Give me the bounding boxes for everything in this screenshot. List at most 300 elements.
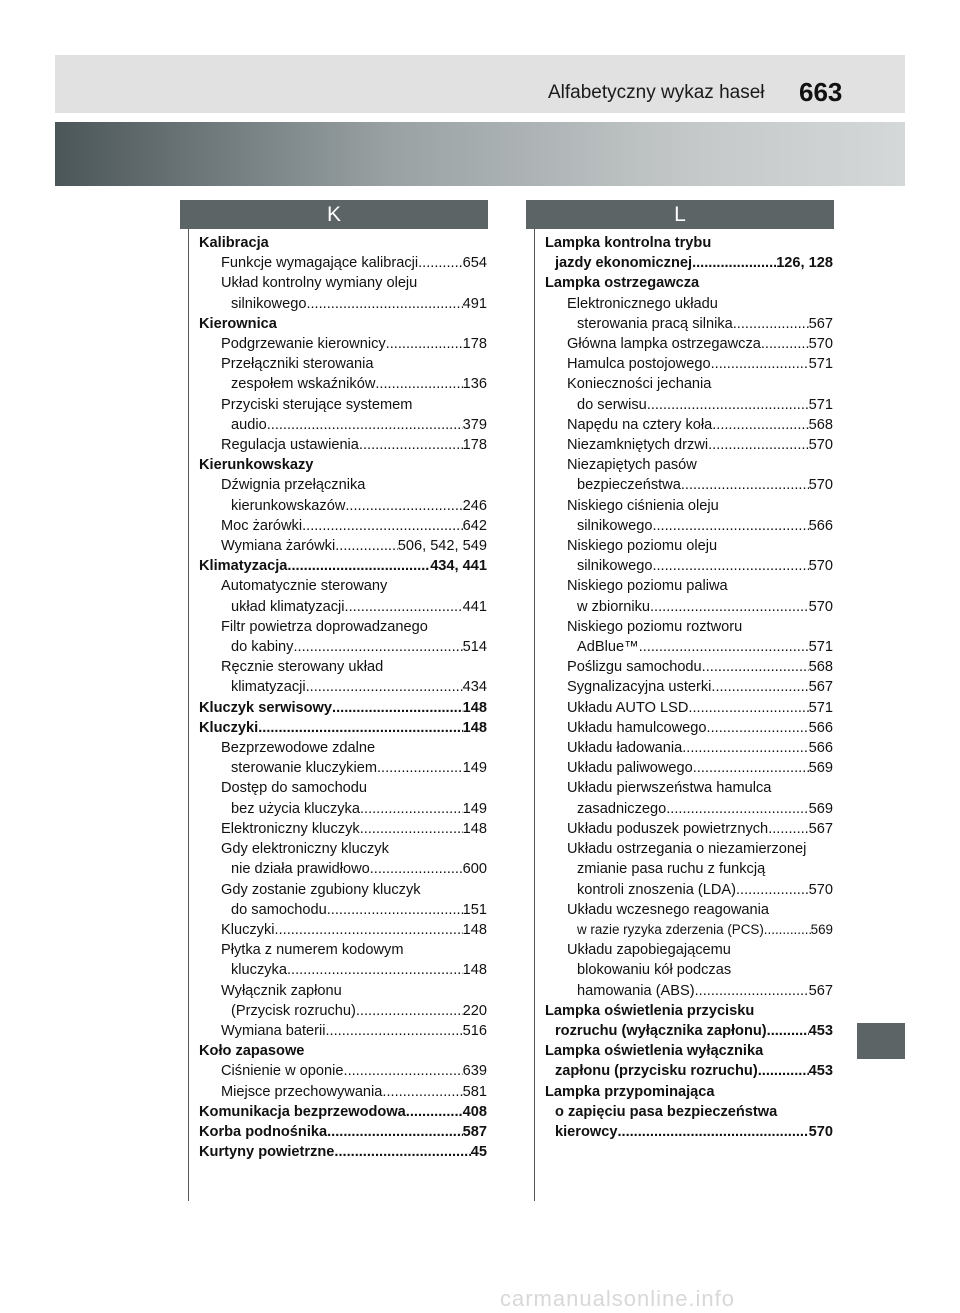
dot-leader: [344, 1061, 463, 1081]
entry-page-number: 566: [808, 719, 833, 736]
entry-text: silnikowego: [231, 295, 307, 312]
index-entry: [545, 334, 833, 354]
index-entry: [545, 920, 833, 940]
index-entry: [545, 1021, 833, 1041]
entry-text: Filtr powietrza doprowadzanego: [221, 618, 428, 635]
entry-text: Kluczyki: [221, 921, 275, 938]
index-entry: [199, 819, 487, 839]
entry-page-number: 600: [462, 861, 487, 878]
entry-text: zasadniczego: [577, 800, 667, 817]
entry-page-number: 506, 542, 549: [397, 538, 487, 555]
index-entry: [545, 1001, 833, 1021]
entry-text: Kalibracja: [199, 235, 269, 251]
entry-text: Kierownica: [199, 315, 277, 332]
index-entry: [545, 677, 833, 697]
entry-page-number: 148: [462, 820, 487, 837]
entry-page-number: 408: [462, 1103, 487, 1120]
entry-text: Przełączniki sterowania: [221, 356, 374, 373]
entry-text: Układu poduszek powietrznych: [567, 820, 769, 837]
entry-text: Wymiana żarówki: [221, 538, 336, 555]
dot-leader: [768, 819, 808, 839]
index-entry: [199, 738, 487, 758]
dot-leader: [702, 657, 809, 677]
entry-text: kluczyka: [231, 962, 287, 979]
entry-page-number: 567: [808, 315, 833, 332]
index-entry: [545, 273, 833, 293]
column-rule-left: [188, 229, 189, 1201]
index-entry: [199, 1021, 487, 1041]
entry-text: w zbiorniku: [577, 598, 650, 615]
index-entry: [545, 455, 833, 475]
entry-text: Niezamkniętych drzwi: [567, 437, 709, 454]
entry-page-number: 567: [808, 679, 833, 696]
dot-leader: [360, 799, 463, 819]
dot-leader: [682, 738, 808, 758]
entry-page-number: 136: [462, 376, 487, 393]
dot-leader: [712, 415, 808, 435]
entry-text: Niskiego poziomu roztworu: [567, 618, 743, 635]
index-entry: [545, 698, 833, 718]
entry-page-number: 567: [808, 820, 833, 837]
entry-page-number: 514: [462, 639, 487, 656]
entry-text: Hamulca postojowego: [567, 356, 711, 373]
dot-leader: [332, 698, 463, 718]
entry-page-number: 570: [808, 336, 833, 353]
entry-text: Lampka ostrzegawcza: [545, 275, 700, 292]
entry-page-number: 178: [462, 437, 487, 454]
index-entry: [199, 778, 487, 798]
index-entry: [545, 940, 833, 960]
index-entry: [545, 778, 833, 798]
index-entry: [545, 415, 833, 435]
dot-leader: [692, 253, 776, 273]
entry-page-number: 570: [808, 598, 833, 615]
index-entry: [199, 799, 487, 819]
entry-page-number: 568: [808, 659, 833, 676]
index-entry: [199, 1041, 487, 1061]
dot-leader: [688, 698, 808, 718]
entry-page-number: 491: [462, 295, 487, 312]
entry-text: układ klimatyzacji: [231, 598, 345, 615]
entry-page-number: 581: [462, 1083, 487, 1100]
index-entry: [199, 556, 487, 576]
entry-text: Automatycznie sterowany: [221, 578, 388, 595]
entry-text: silnikowego: [577, 558, 653, 575]
index-entry: [199, 1122, 487, 1142]
index-entry: [199, 1102, 487, 1122]
index-entry: [545, 1082, 833, 1102]
index-entry: [199, 597, 487, 617]
dot-leader: [327, 900, 463, 920]
dot-leader: [275, 920, 463, 940]
dot-leader: [287, 960, 463, 980]
dot-leader: [666, 799, 808, 819]
index-entry: [199, 718, 487, 738]
entry-page-number: 434: [462, 679, 487, 696]
dot-leader: [652, 556, 808, 576]
entry-text: Układu wczesnego reagowania: [567, 901, 770, 918]
index-entry: [545, 738, 833, 758]
entry-text: Lampka przypominająca: [545, 1083, 715, 1100]
entry-text: Główna lampka ostrzegawcza: [567, 336, 761, 353]
entry-text: klimatyzacji: [231, 679, 306, 696]
entry-page-number: 568: [808, 416, 833, 433]
watermark: carmanualsonline.info: [500, 1286, 736, 1311]
entry-page-number: 45: [470, 1144, 487, 1161]
entry-page-number: 453: [808, 1022, 833, 1039]
entry-page-number: 566: [808, 517, 833, 534]
dot-leader: [708, 435, 809, 455]
page-number: 663: [799, 77, 843, 107]
entry-text: Dźwignia przełącznika: [221, 477, 366, 494]
entry-text: Niskiego poziomu paliwa: [567, 578, 728, 595]
entry-page-number: 571: [808, 396, 833, 413]
dot-leader: [359, 435, 463, 455]
index-entry: [199, 415, 487, 435]
dot-leader: [681, 475, 809, 495]
index-entry: [545, 475, 833, 495]
index-entry: [199, 940, 487, 960]
index-entry: [545, 718, 833, 738]
entry-text: Lampka oświetlenia wyłącznika: [545, 1043, 764, 1060]
index-column-l: [545, 233, 833, 1142]
dot-leader: [764, 920, 811, 940]
index-entry: [199, 1142, 487, 1162]
entry-text: Korba podnośnika: [199, 1123, 328, 1140]
dot-leader: [370, 859, 463, 879]
header-gradient-band: [55, 122, 905, 186]
index-entry: [545, 294, 833, 314]
dot-leader: [335, 536, 398, 556]
entry-text: Wymiana baterii: [221, 1022, 326, 1039]
index-entry: [545, 314, 833, 334]
entry-text: Komunikacja bezprzewodowa: [199, 1103, 406, 1120]
entry-page-number: 148: [462, 719, 487, 736]
header-bar: [55, 55, 905, 113]
section-letter-k: K: [180, 200, 488, 229]
entry-text: zmianie pasa ruchu z funkcją: [577, 861, 766, 878]
entry-page-number: 570: [808, 881, 833, 898]
entry-text: Niskiego ciśnienia oleju: [567, 497, 719, 514]
index-entry: [199, 475, 487, 495]
entry-text: Konieczności jechania: [567, 376, 712, 393]
entry-page-number: 654: [462, 255, 487, 272]
entry-text: AdBlue™: [577, 639, 639, 656]
index-entry: [199, 455, 487, 475]
index-entry: [199, 294, 487, 314]
index-entry: [545, 617, 833, 637]
index-entry: [545, 960, 833, 980]
entry-text: Przyciski sterujące systemem: [221, 396, 413, 413]
dot-leader: [761, 334, 809, 354]
dot-leader: [382, 1082, 462, 1102]
dot-leader: [639, 637, 809, 657]
entry-text: Bezprzewodowe zdalne: [221, 740, 376, 757]
index-column-k: [199, 233, 487, 1162]
dot-leader: [258, 718, 462, 738]
entry-text: Lampka oświetlenia przycisku: [545, 1002, 755, 1019]
entry-text: do serwisu: [577, 396, 647, 413]
entry-page-number: 566: [808, 740, 833, 757]
index-entry: [199, 839, 487, 859]
index-entry: [545, 435, 833, 455]
index-entry: [199, 1001, 487, 1021]
index-entry: [545, 556, 833, 576]
index-entry: [545, 374, 833, 394]
entry-page-number: 441: [462, 598, 487, 615]
index-entry: [199, 233, 487, 253]
dot-leader: [767, 1021, 809, 1041]
dot-leader: [306, 677, 463, 697]
entry-text: o zapięciu pasa bezpieczeństwa: [555, 1103, 778, 1120]
entry-text: bezpieczeństwa: [577, 477, 681, 494]
index-entry: [545, 395, 833, 415]
index-entry: [545, 1102, 833, 1122]
entry-text: Ciśnienie w oponie: [221, 1063, 344, 1080]
dot-leader: [375, 374, 462, 394]
entry-text: Moc żarówki: [221, 517, 303, 534]
entry-page-number: 148: [462, 699, 487, 716]
dot-leader: [360, 819, 463, 839]
dot-leader: [356, 1001, 463, 1021]
entry-text: zespołem wskaźników: [231, 376, 376, 393]
entry-text: zapłonu (przycisku rozruchu): [555, 1063, 758, 1080]
index-entry: [199, 314, 487, 334]
index-entry: [199, 637, 487, 657]
entry-page-number: 642: [462, 517, 487, 534]
entry-page-number: 148: [462, 921, 487, 938]
index-entry: [545, 819, 833, 839]
entry-page-number: 434, 441: [430, 558, 487, 575]
entry-page-number: 569: [810, 921, 833, 937]
dot-leader: [695, 981, 809, 1001]
entry-text: w razie ryzyka zderzenia (PCS): [577, 921, 764, 937]
entry-page-number: 570: [808, 477, 833, 494]
entry-text: Lampka kontrolna trybu: [545, 235, 712, 251]
entry-text: Wyłącznik zapłonu: [221, 982, 342, 999]
index-entry: [199, 758, 487, 778]
entry-text: Gdy zostanie zgubiony kluczyk: [221, 881, 421, 898]
index-entry: [545, 516, 833, 536]
entry-text: Układu ładowania: [567, 740, 683, 757]
entry-page-number: 453: [808, 1063, 833, 1080]
index-entry: [199, 273, 487, 293]
dot-leader: [418, 253, 463, 273]
section-letter-l: L: [526, 200, 834, 229]
entry-page-number: 220: [462, 1002, 487, 1019]
index-entry: [199, 657, 487, 677]
dot-leader: [406, 1102, 463, 1122]
index-entry: [545, 859, 833, 879]
index-entry: [545, 799, 833, 819]
entry-page-number: 639: [462, 1063, 487, 1080]
index-entry: [199, 536, 487, 556]
entry-text: sterowanie kluczykiem: [231, 760, 377, 777]
index-entry: [545, 233, 833, 253]
entry-text: Niezapiętych pasów: [567, 457, 697, 474]
entry-page-number: 570: [808, 1123, 833, 1140]
dot-leader: [617, 1122, 808, 1142]
entry-text: Układ kontrolny wymiany oleju: [221, 275, 418, 292]
entry-text: Układu AUTO LSD: [567, 699, 689, 716]
index-entry: [199, 920, 487, 940]
index-entry: [199, 960, 487, 980]
entry-text: do kabiny: [231, 639, 294, 656]
index-entry: [545, 839, 833, 859]
entry-text: Sygnalizacyjna usterki: [567, 679, 712, 696]
index-entry: [199, 253, 487, 273]
index-entry: [199, 880, 487, 900]
entry-page-number: 126, 128: [776, 255, 833, 272]
entry-page-number: 379: [462, 416, 487, 433]
index-entry: [199, 435, 487, 455]
index-entry: [199, 981, 487, 1001]
entry-text: Dostęp do samochodu: [221, 780, 368, 797]
index-entry: [545, 1061, 833, 1081]
entry-page-number: 587: [462, 1123, 487, 1140]
dot-leader: [707, 718, 809, 738]
index-entry: [545, 536, 833, 556]
column-rule-right: [534, 229, 535, 1201]
dot-leader: [287, 556, 430, 576]
dot-leader: [293, 637, 462, 657]
entry-text: Elektronicznego układu: [567, 295, 718, 312]
index-entry: [545, 597, 833, 617]
index-entry: [545, 880, 833, 900]
entry-text: silnikowego: [577, 517, 653, 534]
index-entry: [545, 758, 833, 778]
entry-text: Płytka z numerem kodowym: [221, 942, 404, 959]
entry-text: audio: [231, 416, 267, 433]
entry-text: Układu hamulcowego: [567, 719, 707, 736]
index-entry: [199, 859, 487, 879]
entry-text: Kurtyny powietrzne: [199, 1144, 335, 1161]
entry-page-number: 570: [808, 558, 833, 575]
index-entry: [199, 576, 487, 596]
entry-page-number: 246: [462, 497, 487, 514]
entry-text: rozruchu (wyłącznika zapłonu): [555, 1022, 767, 1039]
dot-leader: [736, 880, 809, 900]
index-entry: [545, 354, 833, 374]
entry-text: Podgrzewanie kierownicy: [221, 336, 386, 353]
entry-text: kierunkowskazów: [231, 497, 346, 514]
dot-leader: [377, 758, 463, 778]
index-entry: [545, 496, 833, 516]
entry-text: Kierunkowskazy: [199, 457, 314, 474]
index-entry: [199, 395, 487, 415]
index-entry: [545, 900, 833, 920]
dot-leader: [267, 415, 463, 435]
entry-text: Regulacja ustawienia: [221, 437, 359, 454]
entry-text: Kluczyki: [199, 719, 259, 736]
entry-text: nie działa prawidłowo: [231, 861, 370, 878]
index-entry: [199, 374, 487, 394]
entry-text: bez użycia kluczyka: [231, 800, 360, 817]
index-entry: [199, 516, 487, 536]
dot-leader: [711, 354, 809, 374]
entry-page-number: 178: [462, 336, 487, 353]
dot-leader: [326, 1021, 463, 1041]
entry-text: (Przycisk rozruchu): [231, 1002, 356, 1019]
entry-text: sterowania pracą silnika: [577, 315, 733, 332]
index-entry: [199, 334, 487, 354]
entry-text: kontroli znoszenia (LDA): [577, 881, 736, 898]
index-entry: [545, 1122, 833, 1142]
entry-text: hamowania (ABS): [577, 982, 695, 999]
index-entry: [199, 354, 487, 374]
dot-leader: [302, 516, 463, 536]
dot-leader: [650, 597, 809, 617]
dot-leader: [693, 758, 809, 778]
entry-page-number: 570: [808, 437, 833, 454]
entry-text: Klimatyzacja: [199, 558, 288, 575]
dot-leader: [345, 496, 462, 516]
entry-page-number: 571: [808, 356, 833, 373]
entry-page-number: 149: [462, 800, 487, 817]
entry-page-number: 148: [462, 962, 487, 979]
index-entry: [199, 900, 487, 920]
index-entry: [199, 617, 487, 637]
entry-text: Układu zapobiegającemu: [567, 942, 731, 959]
entry-text: Układu paliwowego: [567, 760, 693, 777]
index-entry: [199, 1082, 487, 1102]
index-entry: [545, 637, 833, 657]
entry-text: Miejsce przechowywania: [221, 1083, 383, 1100]
chapter-tab: [857, 1023, 905, 1059]
dot-leader: [652, 516, 808, 536]
entry-page-number: 151: [462, 901, 487, 918]
entry-text: Elektroniczny kluczyk: [221, 820, 360, 837]
dot-leader: [334, 1142, 470, 1162]
dot-leader: [327, 1122, 463, 1142]
entry-text: Funkcje wymagające kalibracji: [221, 255, 419, 272]
entry-text: Kluczyk serwisowy: [199, 699, 333, 716]
dot-leader: [711, 677, 808, 697]
entry-page-number: 569: [808, 760, 833, 777]
entry-text: do samochodu: [231, 901, 327, 918]
dot-leader: [733, 314, 809, 334]
dot-leader: [758, 1061, 809, 1081]
entry-page-number: 571: [808, 639, 833, 656]
entry-text: Układu ostrzegania o niezamierzonej: [567, 841, 807, 858]
entry-page-number: 567: [808, 982, 833, 999]
index-entry: [545, 576, 833, 596]
entry-page-number: 516: [462, 1022, 487, 1039]
entry-page-number: 569: [808, 800, 833, 817]
entry-text: Poślizgu samochodu: [567, 659, 702, 676]
dot-leader: [306, 294, 462, 314]
entry-page-number: 571: [808, 699, 833, 716]
entry-text: Układu pierwszeństwa hamulca: [567, 780, 772, 797]
entry-text: Koło zapasowe: [199, 1043, 305, 1060]
entry-text: Gdy elektroniczny kluczyk: [221, 841, 389, 858]
entry-text: Napędu na cztery koła: [567, 416, 713, 433]
dot-leader: [647, 395, 809, 415]
dot-leader: [386, 334, 463, 354]
index-entry: [199, 496, 487, 516]
entry-text: blokowaniu kół podczas: [577, 962, 732, 979]
entry-text: Niskiego poziomu oleju: [567, 538, 718, 555]
dot-leader: [345, 597, 463, 617]
entry-text: jazdy ekonomicznej: [555, 255, 693, 272]
entry-text: kierowcy: [555, 1123, 618, 1140]
index-entry: [199, 677, 487, 697]
entry-text: Ręcznie sterowany układ: [221, 659, 384, 676]
index-entry: [545, 1041, 833, 1061]
entry-page-number: 149: [462, 760, 487, 777]
index-entry: [545, 981, 833, 1001]
index-entry: [199, 1061, 487, 1081]
